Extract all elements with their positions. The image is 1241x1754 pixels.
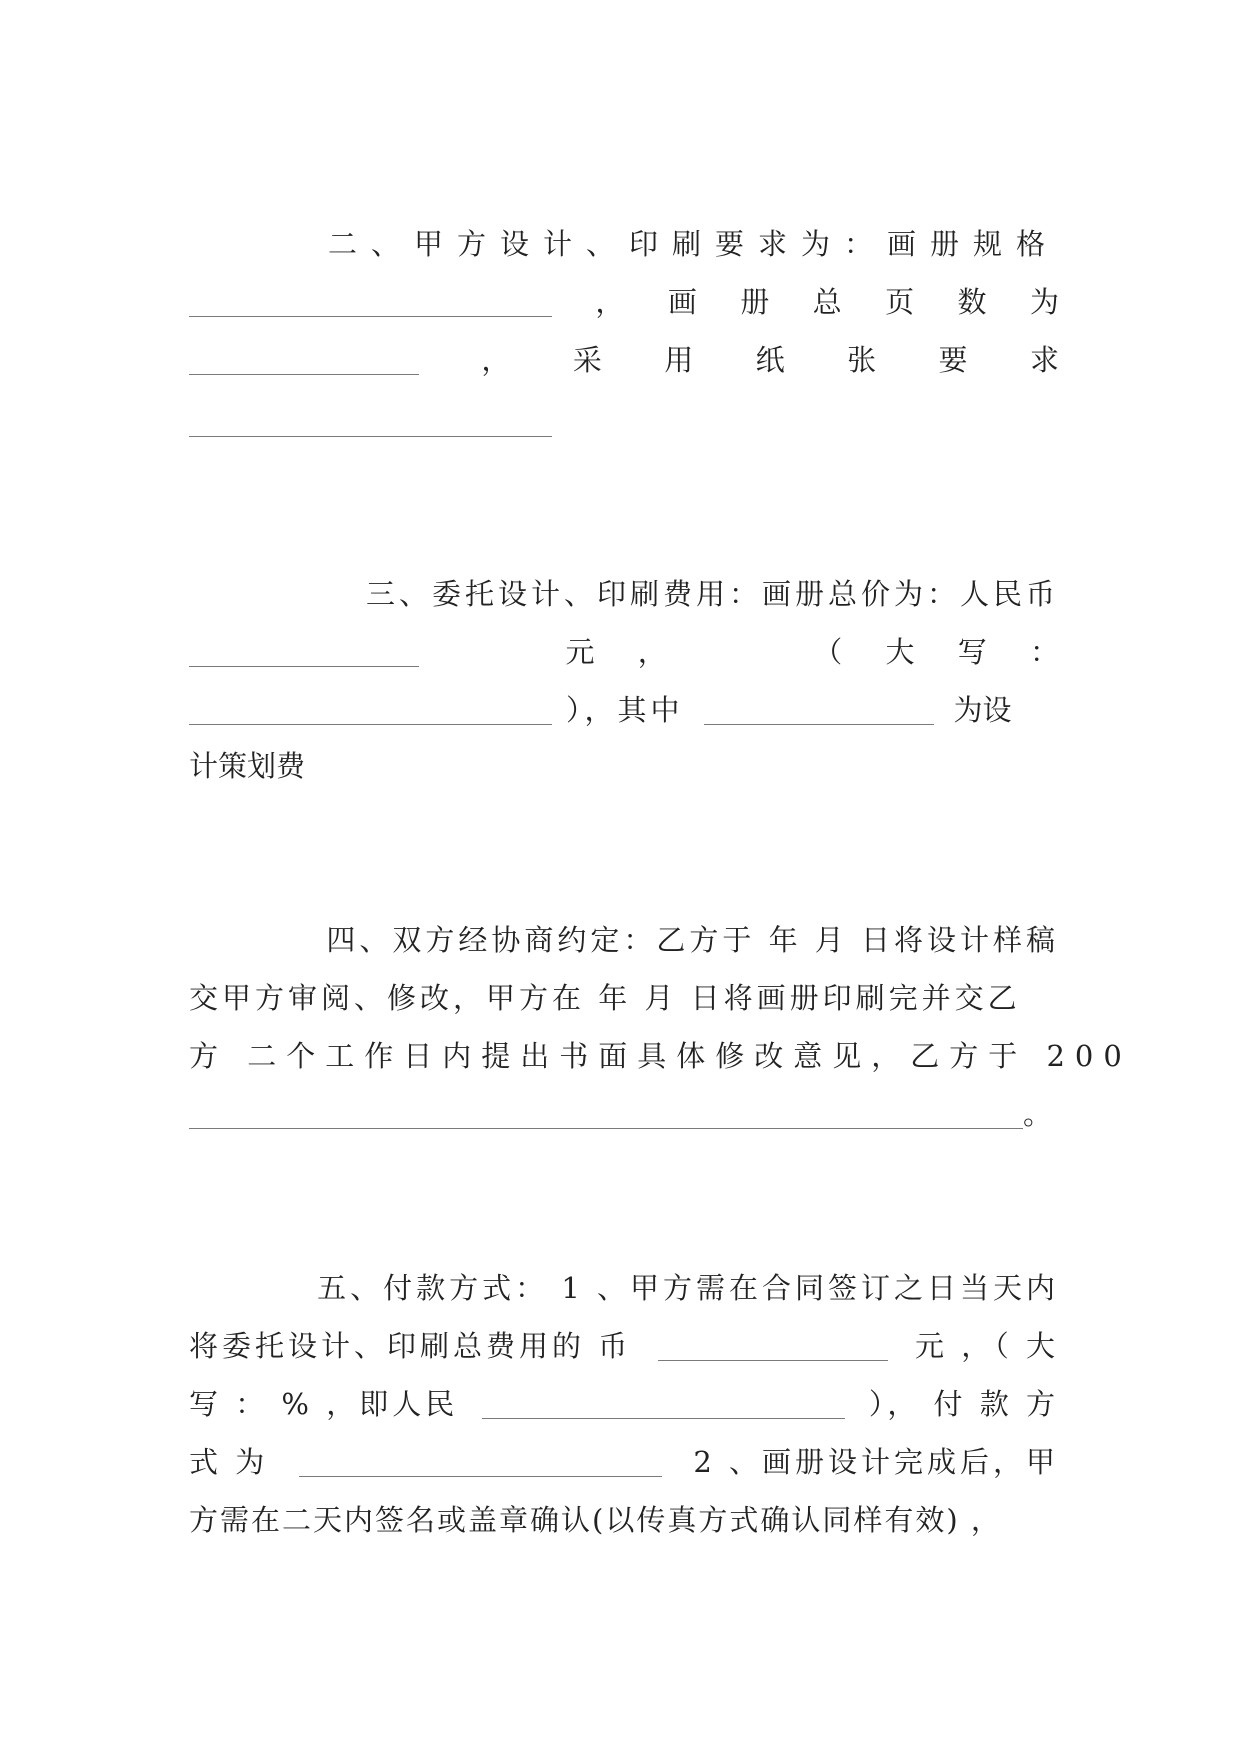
section4-line2 [189, 976, 1059, 1020]
rmb-amount-blank [482, 1390, 845, 1419]
text-fragment: 交甲方审阅、修改，甲方在 年 月 日将画册印刷完并交乙 [189, 981, 1021, 1015]
section3-line3 [189, 688, 1059, 732]
text-fragment: 张 [847, 343, 877, 377]
section2-line2 [189, 280, 1059, 324]
text-fragment: ， [481, 343, 511, 377]
section4-line4 [189, 1092, 1059, 1136]
modification-blank [189, 1100, 1023, 1129]
section3-heading: 三、委托设计、印刷费用：画册总价为：人民币 [365, 577, 1059, 611]
section3-line2 [189, 630, 1059, 674]
section3-line4 [189, 744, 1059, 788]
text-fragment: 用 [664, 343, 694, 377]
text-fragment: ）， 付 款 方 [868, 1387, 1059, 1421]
text-fragment: 将委托设计、印刷总费用的 币 [189, 1329, 632, 1363]
text-fragment: 画 [667, 285, 697, 319]
payment-method-blank [299, 1448, 662, 1477]
text-fragment: 要 [938, 343, 968, 377]
text-fragment: 元 ，（ 大 [915, 1329, 1059, 1363]
total-price-blank [189, 638, 419, 667]
text-fragment: 页 [885, 285, 915, 319]
text-fragment: 采 [572, 343, 602, 377]
prepayment-amount-blank [658, 1332, 888, 1361]
text-fragment: 方 二个工作日内提出书面具体修改意见，乙方于 200 [189, 1039, 1132, 1073]
text-fragment: 2 、画册设计完成后，甲 [693, 1445, 1059, 1479]
text-fragment: 方需在二天内签名或盖章确认(以传真方式确认同样有效) ， [189, 1503, 1002, 1537]
text-fragment: 写 [957, 635, 987, 669]
section5-line3 [189, 1382, 1059, 1426]
section2-line3 [189, 338, 1059, 382]
text-fragment: 计策划费 [189, 749, 306, 783]
text-fragment: 大 [885, 635, 915, 669]
text-fragment: ， [595, 285, 625, 319]
section4-line1 [189, 918, 1059, 962]
paper-requirement-blank [189, 408, 552, 437]
price-in-words-blank [189, 696, 552, 725]
text-fragment: 式 为 [189, 1445, 269, 1479]
album-size-blank [189, 288, 552, 317]
text-fragment: 数 [957, 285, 987, 319]
text-fragment: 为 [1029, 285, 1059, 319]
text-fragment: ， [637, 635, 667, 669]
text-fragment: 为设 [953, 693, 1012, 727]
section4-line3 [189, 1034, 1132, 1078]
text-fragment: 写 ： % ，即人民 [189, 1387, 459, 1421]
text-fragment: ： [1029, 635, 1059, 669]
section5-heading: 五、付款方式： 1 、甲方需在合同签订之日当天内 [317, 1271, 1059, 1305]
text-fragment: 。 [1023, 1097, 1053, 1131]
text-fragment: 册 [740, 285, 770, 319]
text-fragment: 总 [812, 285, 842, 319]
text-fragment: 元 [565, 635, 595, 669]
text-fragment: 求 [1029, 343, 1059, 377]
section5-line1 [189, 1266, 1059, 1310]
section4-heading: 四、双方经协商约定：乙方于 年 月 日将设计样稿 [326, 923, 1059, 957]
section3-line1 [189, 572, 1059, 616]
design-fee-blank [704, 696, 934, 725]
section2-heading: 二、甲方设计、印刷要求为：画册规格 [327, 227, 1059, 261]
total-pages-blank [189, 346, 419, 375]
section2-line1 [189, 222, 1059, 266]
text-fragment: 纸 [755, 343, 785, 377]
section5-line4 [189, 1440, 1059, 1484]
section5-line5 [189, 1498, 1059, 1542]
section5-line2 [189, 1324, 1059, 1368]
text-fragment: （ [813, 635, 843, 669]
text-fragment: ），其中 [566, 693, 684, 727]
section2-line4 [189, 400, 1059, 444]
